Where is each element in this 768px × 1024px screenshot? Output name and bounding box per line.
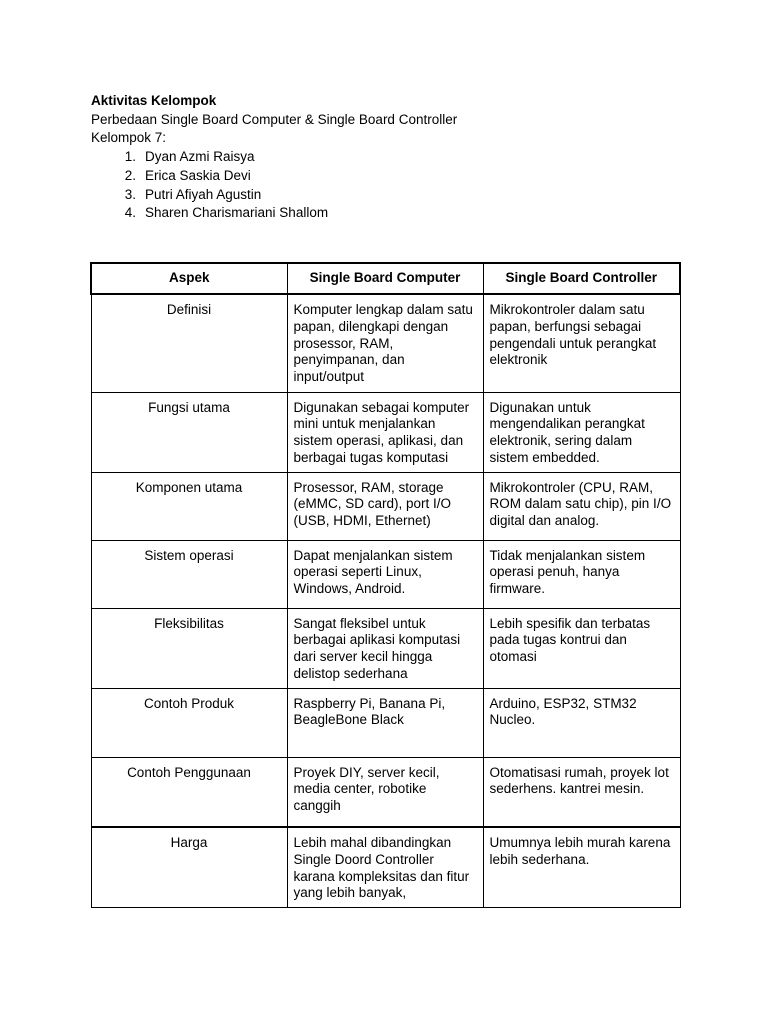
- comparison-table: [90, 262, 681, 908]
- aspect-cell: Contoh Produk: [91, 688, 287, 757]
- list-number: 2.: [124, 167, 136, 183]
- document-subtitle: Perbedaan Single Board Computer & Single Board Controller: [91, 111, 458, 127]
- member-name: Erica Saskia Devi: [145, 167, 251, 183]
- member-name: Putri Afiyah Agustin: [145, 186, 262, 202]
- aspect-cell: Harga: [91, 827, 287, 907]
- sbc-cell: Prosessor, RAM, storage (eMMC, SD card), port I/O (USB, HDMI, Ethernet): [287, 472, 483, 540]
- list-item: [91, 186, 691, 205]
- controller-cell: Digunakan untuk mengendalikan perangkat elektronik, sering dalam sistem embedded.: [483, 392, 680, 472]
- header-single-board-controller: Single Board Controller: [483, 263, 680, 294]
- sbc-cell: Digunakan sebagai komputer mini untuk menjalankan sistem operasi, aplikasi, dan berbagai tugas komputasi: [287, 392, 483, 472]
- table-row: [91, 688, 680, 757]
- document-title: Aktivitas Kelompok: [91, 93, 217, 108]
- member-name: Dyan Azmi Raisya: [145, 149, 255, 165]
- header-aspect: Aspek: [91, 263, 287, 294]
- aspect-cell: Komponen utama: [91, 472, 287, 540]
- aspect-cell: Contoh Penggunaan: [91, 757, 287, 827]
- sbc-cell: Komputer lengkap dalam satu papan, dilengkapi dengan prosessor, RAM, penyimpanan, dan input/output: [287, 294, 483, 392]
- sbc-cell: Dapat menjalankan sistem operasi seperti Linux, Windows, Android.: [287, 540, 483, 608]
- table-row: [91, 540, 680, 608]
- list-item: [91, 167, 691, 186]
- controller-cell: Mikrokontroler dalam satu papan, berfungsi sebagai pengendali untuk perangkat elektronik: [483, 294, 680, 392]
- controller-cell: Arduino, ESP32, STM32 Nucleo.: [483, 688, 680, 757]
- table-header-row: [91, 263, 680, 294]
- table-row: [91, 294, 680, 392]
- sbc-cell: Raspberry Pi, Banana Pi, BeagleBone Black: [287, 688, 483, 757]
- list-number: 1.: [124, 149, 136, 165]
- member-name: Sharen Charismariani Shallom: [145, 205, 329, 221]
- controller-cell: Tidak menjalankan sistem operasi penuh, hanya firmware.: [483, 540, 680, 608]
- aspect-cell: Fungsi utama: [91, 392, 287, 472]
- aspect-cell: Sistem operasi: [91, 540, 287, 608]
- aspect-cell: Definisi: [91, 294, 287, 392]
- table-row: [91, 392, 680, 472]
- table-row: [91, 827, 680, 907]
- controller-cell: Otomatisasi rumah, proyek lot sederhens. kantrei mesin.: [483, 757, 680, 827]
- list-item: [91, 204, 691, 223]
- sbc-cell: Proyek DIY, server kecil, media center, robotike canggih: [287, 757, 483, 827]
- sbc-cell: Sangat fleksibel untuk berbagai aplikasi komputasi dari server kecil hingga delistop sederhana: [287, 608, 483, 688]
- controller-cell: Umumnya lebih murah karena lebih sederhana.: [483, 827, 680, 907]
- group-label: Kelompok 7:: [91, 130, 167, 146]
- document-header: [91, 92, 691, 223]
- list-item: [91, 148, 691, 167]
- header-single-board-computer: Single Board Computer: [287, 263, 483, 294]
- aspect-cell: Fleksibilitas: [91, 608, 287, 688]
- table-row: [91, 757, 680, 827]
- list-number: 3.: [124, 186, 136, 202]
- table-row: [91, 608, 680, 688]
- member-list: [91, 148, 691, 223]
- controller-cell: Lebih spesifik dan terbatas pada tugas kontrui dan otomasi: [483, 608, 680, 688]
- sbc-cell: Lebih mahal dibandingkan Single Doord Controller karana kompleksitas dan fitur yang lebih banyak,: [287, 827, 483, 907]
- table-row: [91, 472, 680, 540]
- list-number: 4.: [124, 205, 136, 221]
- controller-cell: Mikrokontroler (CPU, RAM, ROM dalam satu chip), pin I/O digital dan analog.: [483, 472, 680, 540]
